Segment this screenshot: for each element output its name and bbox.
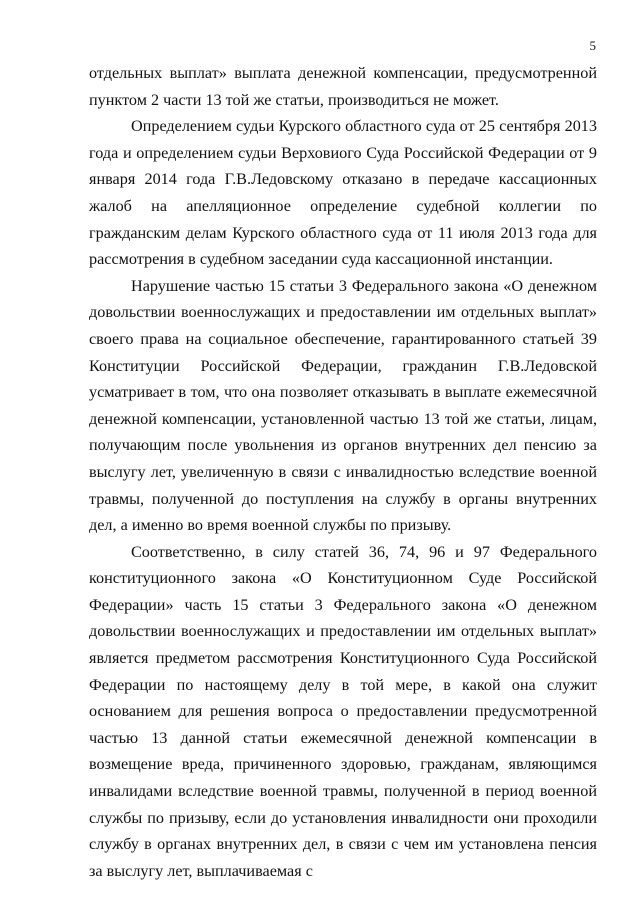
paragraph-1: отдельных выплат» выплата денежной компенсации, предусмотренной пунктом 2 части 13 той же статьи, производиться не может. <box>89 64 597 109</box>
paragraph-4: Соответственно, в силу статей 36, 74, 96 и 97 Федерального конституционного закона «О Конституционном Суде Российской Федерации» часть 15 статьи 3 Федерального закона «О денежном довольствии военнослужащих и предоставлении им отдельных выплат» является предметом рассмотрения Конституционного Суда Российской Федерации по настоящему делу в той мере, в какой она служит основанием для решения вопроса о предоставлении предусмотренной частью 13 данной статьи ежемесячной денежной компенсации в возмещение вреда, причиненного здоровью, гражданам, являющимся инвалидами вследствие военной травмы, полученной в период военной службы по призыву, если до установления инвалидности они проходили службу в органах внутренних дел, в связи с чем им установлена пенсия за выслугу лет, выплачиваемая с <box>89 542 597 880</box>
page-number: 5 <box>589 38 596 53</box>
document-body <box>89 60 597 884</box>
paragraph-2: Определением судьи Курского областного суда от 25 сентября 2013 года и определением судьи Верховиого Суда Российской Федерации от 9 января 2014 года Г.В.Ледовскому отказано в передаче кассационных жалоб на апелляционное определение судебной коллегии по гражданским делам Курского областного суда от 11 июля 2013 года для рассмотрения в судебном заседании суда кассационной инстанции. <box>89 117 597 269</box>
paragraph-3: Нарушение частью 15 статьи 3 Федерального закона «О денежном довольствии военнослужащих и предоставлении им отдельных выплат» своего права на социальное обеспечение, гарантированного статьей 39 Конституции Российской Федерации, гражданин Г.В.Ледовской усматривает в том, что она позволяет отказывать в выплате ежемесячной денежной компенсации, установленной частью 13 той же статьи, лицам, получающим после увольнения из органов внутренних дел пенсию за выслугу лет, увеличенную в связи с инвалидностью вследствие военной травмы, полученной до поступления на службу в органы внутренних дел, а именно во время военной службы по призыву. <box>89 276 597 535</box>
